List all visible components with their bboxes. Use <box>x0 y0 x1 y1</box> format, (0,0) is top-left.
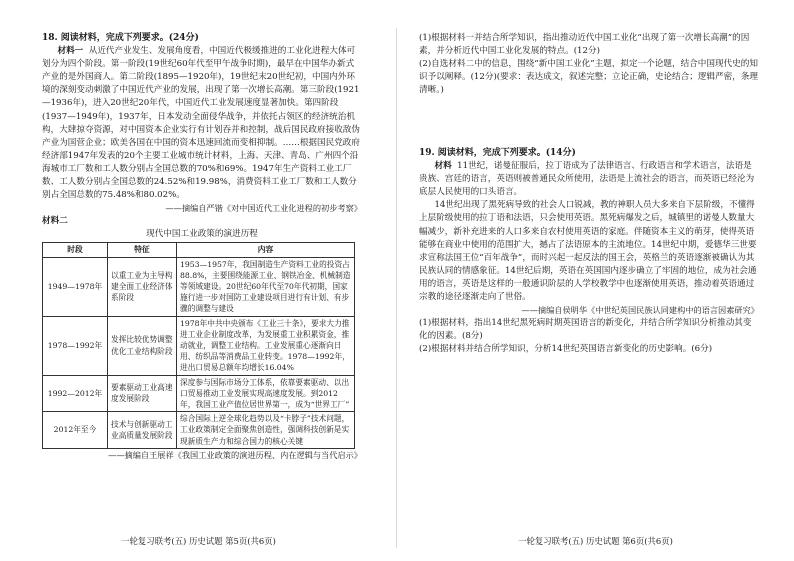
table-caption: 现代中国工业政策的演进历程 <box>146 229 258 240</box>
table-header-period: 时段 <box>43 242 108 257</box>
question-19 <box>419 147 759 357</box>
material-2-source: ——摘编自王展祥《我国工业政策的演进历程、内在逻辑与当代启示》 <box>108 449 362 460</box>
table-cell-content: 1953—1957年，我国制造生产资料工业的投资占88.8%，主要围绕能源工业、钢铁冶金、机械制造等领域建设。20世纪60年代至70年代初期，国家施行进一步对国防工业建设项目进行有计划、有步骤的调整与建设 <box>177 257 355 316</box>
question-18 <box>42 32 362 462</box>
question-19-part-2: (2)根据材料并结合所学知识，分析14世纪英国语言新变化的历史影响。(6分) <box>419 344 713 355</box>
table-row <box>43 375 355 412</box>
question-18-parts <box>419 32 759 97</box>
table-cell-feature: 要素驱动工业高速度发展阶段 <box>108 375 177 412</box>
question-18-part-1: (1)根据材料一并结合所学知识，指出推动近代中国工业化“出现了第一次增长高潮”的因素，并分析近代中国工业化发展的特点。(12分) <box>419 33 750 57</box>
q19-material-p1 <box>419 160 759 199</box>
table-cell-period: 2012年至今 <box>43 412 108 449</box>
table-row <box>43 412 355 449</box>
question-19-title: 19. 阅读材料，完成下列要求。(14分) <box>419 148 576 158</box>
material-1-label: 材料一 <box>57 46 84 57</box>
page-footer-left: 一轮复习联考(五) 历史试题 第5页(共6页) <box>121 536 276 546</box>
table-row <box>43 257 355 316</box>
table-cell-feature: 以重工业为主导构建全面工业经济体系阶段 <box>108 257 177 316</box>
material-1 <box>42 45 362 202</box>
table-cell-period: 1992—2012年 <box>43 375 108 412</box>
table-cell-content: 综合国际上逆全球化趋势以及“卡脖子”技术问题，工业政策制定全面聚焦创造性，强调科技创新是实现新质生产力和综合国力的核心关键 <box>177 412 355 449</box>
table-cell-content: 1978年中共中央颁布《工业三十条》，要求大力推进工业企业制度改革，为发展重工业积累资金，推动就业，调整工业结构。工业发展重心逐渐向日用、纺织品等消费品工业转变。1978—1992年，进出口贸易总额年均增长16.04% <box>177 316 355 375</box>
material-2-label: 材料二 <box>42 216 68 227</box>
question-18-part-2: (2)自选材料二中的信息，围绕“新中国工业化”主题，拟定一个论题，结合中国现代史的知识予以阐释。(12分)(要求：表达成文，叙述完整；立论正确，史论结合；逻辑严密，条理清晰。) <box>419 59 758 96</box>
q19-material-text-1: 11世纪，诺曼征服后，拉丁语成为了法律语言、行政语言和学术语言，法语是贵族、宫廷的语言，英语则被普通民众所使用，法语是上流社会的语言，而英语已经沦为底层人民使用的口头语言。 <box>419 161 755 198</box>
table-header-row <box>43 242 355 257</box>
table-row <box>43 316 355 375</box>
table-header-feature: 特征 <box>108 242 177 257</box>
table-header-content: 内容 <box>177 242 355 257</box>
right-page <box>397 0 794 561</box>
page-footer-right: 一轮复习联考(五) 历史试题 第6页(共6页) <box>518 536 673 546</box>
material-1-source: ——摘编自严锴《对中国近代工业化进程的初步考察》 <box>165 203 362 214</box>
table-cell-period: 1978—1992年 <box>43 316 108 375</box>
question-19-part-1: (1)根据材料，指出14世纪黑死病时期英国语言的新变化，并结合所学知识分析推动其变化的因素。(8分) <box>419 318 752 342</box>
table-cell-feature: 技术与创新驱动工业高质量发展阶段 <box>108 412 177 449</box>
q19-material-source: ——摘编自侯明华《中世纪英国民族认同建构中的语言因素研究》 <box>521 305 759 316</box>
table-cell-feature: 发挥比较优势调整优化工业结构阶段 <box>108 316 177 375</box>
q19-material-p2: 14世纪出现了黑死病导致的社会人口锐减，教的神职人员大多来自下层阶级，不懂得上层阶级使用的拉丁语和法语，只会使用英语。黑死病爆发之后，城镇里的诺曼人数量大幅减少，新补充进来的人口多来自农村使用英语的家庭。伴随资本主义的萌芽，使得英语能够在商业中使用的范围扩大，撼占了法语原本的主流地位。14世纪中期，爱德华三世要求宣称法国王位“百年战争”，而时兴起一起反法的国王会，英格兰的英语逐渐被确认为其民族认同的情感象征。14世纪后期，英语在英国国内逐步确立了牢固的地位，成为社会通用的语言，英语是这样的一般通识阶层的人学校教学中也逐渐使用英语，推动着英语通过宗教的途径逐渐走向了世俗。 <box>419 200 757 303</box>
material-1-body: 从近代产业发生、发展角度看，中国近代极缓推进的工业化进程大体可划分为四个阶段。第一阶段(19世纪60年代至甲午战争时期)，最早在中国华办新式产业的是外国商人。第二阶段(1895—1920年)，19世纪末20世纪初，中国内外环境的深刻变动刺激了中国近代产业的发展，出现了第一次增长高潮。第三阶段(1921—1936年)，进入20世纪20年代，中国近代工业发展速度显著加快。第四阶段(1937—1949年)，1937年，日本发动全面侵华战争，并依托占领区的经济统治机构，大肆掠夺资源，对中国资本企业实行有计划吞并和控制，战后国民政府接收敌伪产业为国营企业；欧美各国在中国的资本迅速回流而变相抑制。……根据国民党政府经济部1947年发表的20个主要工业城市统计材料，上海、天津、青岛、广州四个沿海城市工厂数和工人数分别占全国总数的70%和69%。1947年生产资料工业工厂数、工人数分别占全国总数的24.52%和19.98%，消费资料工业工厂数和工人数分别占全国总数的75.48%和80.02%。 <box>42 46 360 201</box>
industrial-policy-table <box>42 242 355 449</box>
table-cell-content: 深度参与国际市场分工体系，依靠要素驱动、以出口贸易推动工业发展实现高速度发展。到2012年，我国工业产值位居世界第一，成为“世界工厂” <box>177 375 355 412</box>
table-cell-period: 1949—1978年 <box>43 257 108 316</box>
q19-material-label: 材料 <box>434 161 452 172</box>
question-18-title: 18. 阅读材料，完成下列要求。(24分) <box>42 33 199 43</box>
